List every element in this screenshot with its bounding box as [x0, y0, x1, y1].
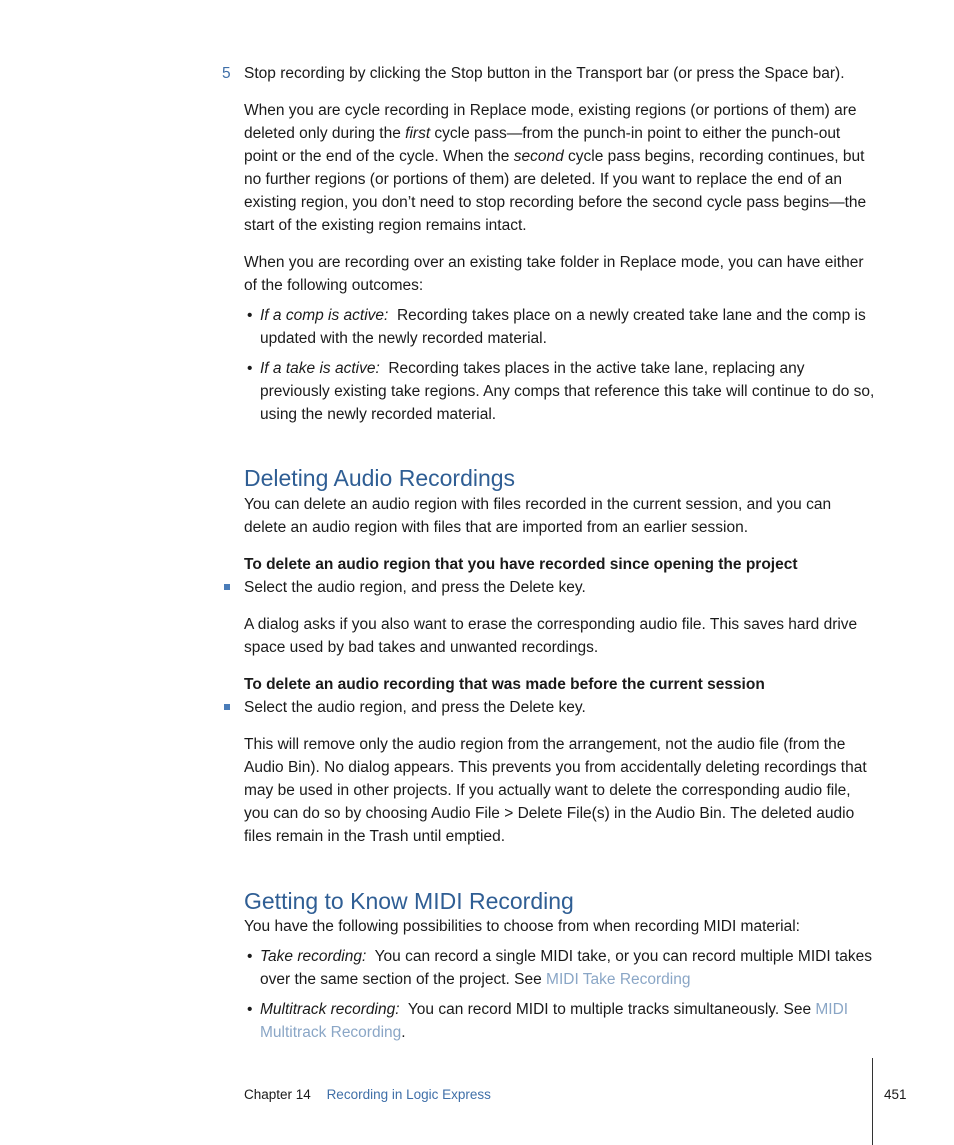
heading-getting-to-know-midi-recording: Getting to Know MIDI Recording [244, 888, 574, 914]
square-bullet-icon [224, 704, 230, 710]
square-bullet-icon [224, 584, 230, 590]
heading-deleting-audio-recordings: Deleting Audio Recordings [244, 465, 516, 491]
paragraph-cycle-replace: When you are cycle recording in Replace mode, existing regions (or portions of them) are deleted only during the first cycle pass—from the punch-in point to either the punch-out point or the end of the cycle. When the second cycle pass begins, recording continues, but no further regions (or portions of them) are deleted. If you want to replace the end of an existing region, you don’t need to stop recording before the second cycle pass begins—the start of the existing region remains intact. [244, 102, 867, 234]
footer-section-link[interactable]: Recording in Logic Express [326, 1087, 491, 1102]
link-midi-take-recording[interactable]: MIDI Take Recording [546, 971, 691, 988]
page-footer [244, 1086, 491, 1104]
list-item: • If a take is active: Recording takes places in the active take lane, replacing any previously existing take regions. Any comps that reference this take will continue to do so, using the newly recorded material. [247, 360, 879, 423]
link-midi-multitrack-recording[interactable]: MIDI Multitrack Recording [260, 1001, 849, 1041]
list-item: • If a comp is active: Recording takes place on a newly created take lane and the comp is updated with the newly recorded material. [247, 307, 871, 347]
step-text: Stop recording by clicking the Stop button in the Transport bar (or press the Space bar). [244, 65, 845, 82]
list-item: • Multitrack recording: You can record MIDI to multiple tracks simultaneously. See MIDI Multitrack Recording. [247, 1001, 849, 1041]
footer-chapter: Chapter 14 [244, 1087, 311, 1102]
procedure-note-2: This will remove only the audio region from the arrangement, not the audio file (from the Audio Bin). No dialog appears. This prevents you from accidentally deleting recordings that may be used in other projects. If you actually want to delete the corresponding audio file, you can do so by choosing Audio File > Delete File(s) in the Audio Bin. The deleted audio files remain in the Trash until emptied. [244, 736, 867, 845]
list-item: • Take recording: You can record a single MIDI take, or you can record multiple MIDI takes over the same section of the project. See MIDI Take Recording [247, 948, 877, 988]
footer-divider [872, 1058, 873, 1145]
procedure-title-1: To delete an audio region that you have recorded since opening the project [244, 556, 798, 573]
section1-intro: You can delete an audio region with files recorded in the current session, and you can delete an audio region with files that are imported from an earlier session. [244, 496, 832, 536]
section2-intro: You have the following possibilities to choose from when recording MIDI material: [244, 918, 800, 935]
document-page: 5 Stop recording by clicking the Stop button in the Transport bar (or press the Space bar). When you are cycle recording in Replace mode, existing regions (or portions of them) are deleted only during the first cycle pass—from the punch-in point to either the punch-out point or the end of the cycle. When the second cycle pass begins, recording continues, but no further regions (or portions of them) are deleted. If you want to replace the end of an existing region, you don’t need to stop recording before the second cycle pass begins—the start of the existing region remains intact. When you are recording over an existing take folder in Replace mode, you can have either of the following outcomes: • If a comp is active: Recording takes place on a newly created take lane and the comp is updated with the newly recorded material. • If a take is active: Recording takes places in the active take lane, replacing any previously existing take regions. Any comps that reference this take will continue to do so, using the newly recorded material. Deleting Audio Recordings You can delete an audio region with files recorded in the current session, and you can delete an audio region with files that are imported from an earlier session. To delete an audio region that you have recorded since opening the project Select the audio region, and press the Delete key. A dialog asks if you also want to erase the corresponding audio file. This saves hard drive space used by bad takes and unwanted recordings. To delete an audio recording that was made before the current session Select the audio region, and press the Delete key. This will remove only the audio region from the arrangement, not the audio file (from the Audio Bin). No dialog appears. This prevents you from accidentally deleting recordings that may be used in other projects. If you actually want to delete the corresponding audio file, you can do so by choosing Audio File > Delete File(s) in the Audio Bin. The deleted audio files remain in the Trash until emptied. Getting to Know MIDI Recording You have the following possibilities to choose from when recording MIDI material: • Take recording: You can record a single MIDI take, or you can record multiple MIDI takes over the same section of the project. See MIDI Take Recording • Multitrack recording: You can record MIDI to multiple tracks simultaneously. See MIDI Multitrack Recording. Chapter 14 Recording in Logic Express 451 [0, 0, 954, 1145]
procedure-title-2: To delete an audio recording that was made before the current session [244, 676, 765, 693]
step-number: 5 [222, 65, 231, 82]
outcome-list [244, 304, 879, 426]
procedure-note-1: A dialog asks if you also want to erase the corresponding audio file. This saves hard drive space used by bad takes and unwanted recordings. [244, 616, 858, 656]
midi-options-list [244, 945, 876, 1044]
page-number: 451 [884, 1087, 907, 1102]
paragraph-take-folder: When you are recording over an existing take folder in Replace mode, you can have either of the following outcomes: [244, 254, 864, 294]
